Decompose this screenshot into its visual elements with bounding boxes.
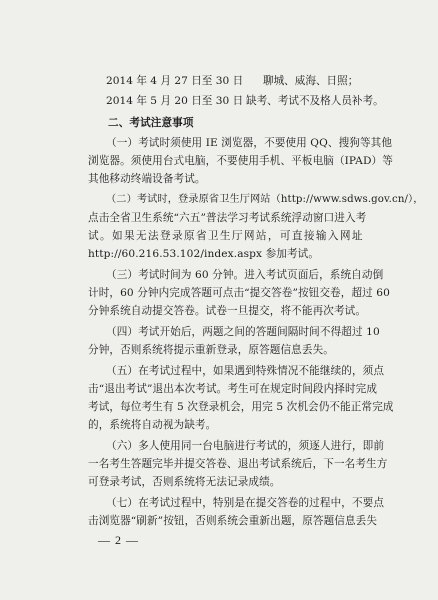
schedule-note-1: 聊城、威海、日照； [263, 75, 359, 87]
paragraph-1-line-1: （一）考试时须使用 IE 浏览器，不要使用 QQ、搜狗等其他 [106, 137, 393, 149]
paragraph-2-line-3: 试。如果无法登录原省卫生厅网站，可直接输入网址 [88, 230, 364, 242]
schedule-date-1: 2014 年 4 月 27 日至 30 日 [106, 75, 244, 87]
paragraph-5-line-2: 击“退出考试”退出本次考试。考生可在规定时间段内择时完成 [88, 383, 378, 395]
paragraph-5-line-1: （五）在考试过程中，如果遇到特殊情况不能继续的，须点 [106, 365, 385, 377]
paragraph-6-line-1: （六）多人使用同一台电脑进行考试的，须逐人进行，即前 [106, 440, 385, 452]
paragraph-7-line-1: （七）在考试过程中，特别是在提交答卷的过程中，不要点 [106, 497, 385, 509]
paragraph-1-line-3: 其他移动终端设备考试。 [88, 173, 206, 185]
schedule-note-2: 缺考、考试不及格人员补考。 [246, 95, 384, 107]
paragraph-3-line-2: 计时，60 分钟内完成答题可点击“提交答卷”按钮交卷，超过 60 [88, 287, 390, 299]
paragraph-7-line-2: 击浏览器“刷新”按钮，否则系统会重新出题，原答题信息丢失 [88, 515, 378, 527]
section-title: 二、考试注意事项 [108, 117, 194, 129]
paragraph-3-line-3: 分钟系统自动提交答卷。试卷一旦提交，将不能再次考试。 [88, 305, 367, 317]
paragraph-2-line-4: http://60.216.53.102/index.aspx 参加考试。 [88, 248, 320, 260]
paragraph-2-line-1: （二）考试时，登录原省卫生厅网站（http://www.sdws.gov.cn/）， [106, 194, 424, 205]
paragraph-6-line-2: 一名考生答题完毕并提交答卷、退出考试系统后，下一名考生方 [88, 458, 388, 470]
paragraph-4-line-2: 分钟，否则系统将提示重新登录，原答题信息丢失。 [88, 344, 334, 356]
paragraph-4-line-1: （四）考试开始后，两题之间的答题间隔时间不得超过 10 [106, 326, 380, 338]
paragraph-5-line-3: 考试，每位考生有 5 次登录机会，用完 5 次机会仍不能正常完成 [88, 401, 394, 413]
paragraph-6-line-3: 可登录考试，否则系统将无法记录成绩。 [88, 476, 281, 488]
paragraph-2-line-2: 点击全省卫生系统“六五”普法学习考试系统浮动窗口进入考 [88, 212, 367, 224]
paragraph-5-line-4: 的，系统将自动视为缺考。 [88, 419, 217, 431]
paragraph-1-line-2: 浏览器。须使用台式电脑，不要使用手机、平板电脑（IPAD）等 [88, 155, 393, 167]
page-number: — 2 — [98, 533, 139, 547]
paragraph-3-line-1: （三）考试时间为 60 分钟。进入考试页面后，系统自动倒 [106, 269, 384, 281]
schedule-date-2: 2014 年 5 月 20 日至 30 日 [106, 95, 244, 107]
